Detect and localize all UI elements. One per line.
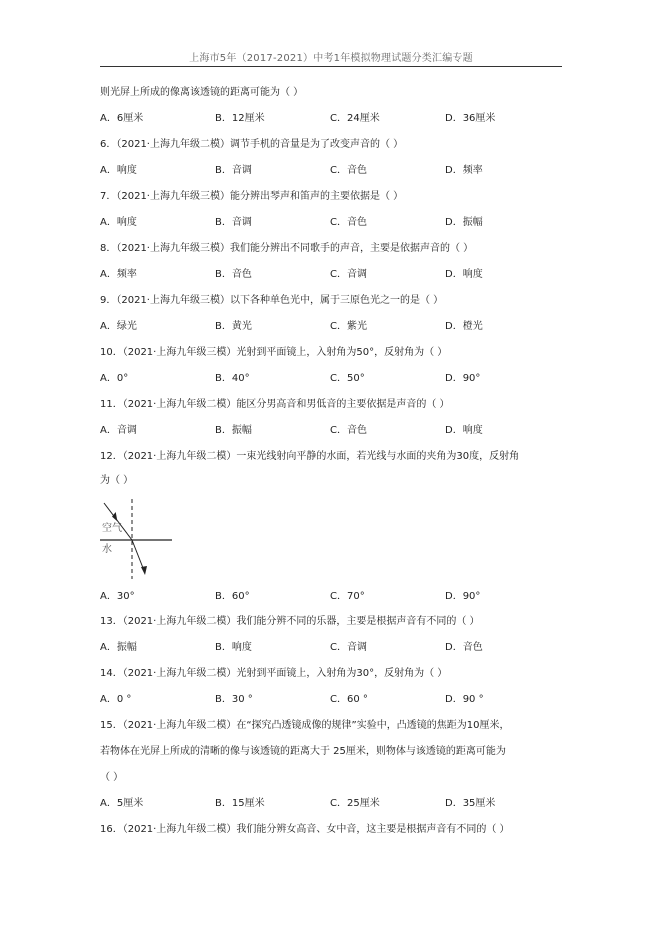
water-label: 水 <box>102 544 112 555</box>
option-a: A．6厘米 <box>100 113 144 124</box>
question-15-stem-cont: 若物体在光屏上所成的清晰的像与该透镜的距离大于 25厘米，则物体与该透镜的距离可能为 <box>100 746 506 757</box>
question-6-stem: 6．（2021·上海九年级二模）调节手机的音量是为了改变声音的（ ） <box>100 139 404 150</box>
question-10-stem: 10．（2021·上海九年级三模）光射到平面镜上，入射角为50°，反射角为（ ） <box>100 347 448 358</box>
option-b: B．12厘米 <box>215 113 265 124</box>
option-a: A．音调 <box>100 425 137 436</box>
question-9-options <box>100 320 570 334</box>
option-d: D．音色 <box>445 642 483 653</box>
option-b: B．30 ° <box>215 694 253 705</box>
option-a: A．频率 <box>100 269 137 280</box>
question-8-stem: 8．（2021·上海九年级三模）我们能分辨出不同歌手的声音，主要是依据声音的（ ） <box>100 243 474 254</box>
option-d: D．35厘米 <box>445 798 496 809</box>
question-7-stem: 7．（2021·上海九年级三模）能分辨出琴声和笛声的主要依据是（ ） <box>100 191 404 202</box>
question-11-stem: 11．（2021·上海九年级二模）能区分男高音和男低音的主要依据是声音的（ ） <box>100 399 450 410</box>
option-a: A．0° <box>100 373 129 384</box>
option-b: B．40° <box>215 373 250 384</box>
option-c: C．50° <box>330 373 365 384</box>
option-a: A．绿光 <box>100 321 137 332</box>
option-d: D．响度 <box>445 425 483 436</box>
option-d: D．90 ° <box>445 694 484 705</box>
header-rule <box>100 66 562 67</box>
option-d: D．响度 <box>445 269 483 280</box>
option-c: C．音色 <box>330 165 367 176</box>
option-a: A．振幅 <box>100 642 137 653</box>
option-a: A．30° <box>100 591 135 602</box>
option-b: B．黄光 <box>215 321 252 332</box>
option-b: B．15厘米 <box>215 798 265 809</box>
incident-ray-arrow <box>111 512 118 522</box>
question-6-options <box>100 164 570 178</box>
option-c: C．24厘米 <box>330 113 380 124</box>
question-12-stem-cont: 为（ ） <box>100 475 134 486</box>
question-16-stem: 16．（2021·上海九年级二模）我们能分辨女高音、女中音，这主要是根据声音有不同的（ ） <box>100 824 510 835</box>
option-c: C．音调 <box>330 269 367 280</box>
option-b: B．音调 <box>215 217 252 228</box>
option-b: B．60° <box>215 591 250 602</box>
option-d: D．振幅 <box>445 217 483 228</box>
option-b: B．音调 <box>215 165 252 176</box>
air-label: 空气 <box>102 523 122 534</box>
question-9-stem: 9．（2021·上海九年级三模）以下各种单色光中，属于三原色光之一的是（ ） <box>100 295 444 306</box>
option-d: D．90° <box>445 591 481 602</box>
option-b: B．音色 <box>215 269 252 280</box>
option-b: B．响度 <box>215 642 252 653</box>
intro-options <box>100 112 570 126</box>
option-a: A．5厘米 <box>100 798 144 809</box>
question-12-options <box>100 590 570 604</box>
option-c: C．音色 <box>330 217 367 228</box>
option-d: D．频率 <box>445 165 483 176</box>
header-title: 上海市5年（2017-2021）中考1年模拟物理试题分类汇编专题 <box>189 53 473 64</box>
option-d: D．90° <box>445 373 481 384</box>
intro-stem: 则光屏上所成的像离该透镜的距离可能为（ ） <box>100 87 304 98</box>
question-15-stem-blank: （ ） <box>100 772 124 783</box>
question-14-stem: 14．（2021·上海九年级二模）光射到平面镜上，入射角为30°，反射角为（ ） <box>100 668 448 679</box>
question-7-options <box>100 216 570 230</box>
option-a: A．响度 <box>100 217 137 228</box>
question-15-options <box>100 797 570 811</box>
option-c: C．70° <box>330 591 365 602</box>
option-c: C．音色 <box>330 425 367 436</box>
question-15-stem: 15．（2021·上海九年级二模）在“探究凸透镜成像的规律”实验中，凸透镜的焦距为10厘米， <box>100 720 510 731</box>
question-8-options <box>100 268 570 282</box>
option-a: A．响度 <box>100 165 137 176</box>
incident-ray <box>104 503 132 540</box>
option-c: C．60 ° <box>330 694 368 705</box>
refracted-ray-arrow <box>141 566 147 575</box>
question-11-options <box>100 424 570 438</box>
question-12-stem: 12．（2021·上海九年级二模）一束光线射向平静的水面，若光线与水面的夹角为30度，反射角 <box>100 451 520 462</box>
option-d: D．36厘米 <box>445 113 496 124</box>
question-10-options <box>100 372 570 386</box>
option-a: A．0 ° <box>100 694 132 705</box>
question-13-options <box>100 641 570 655</box>
question-13-stem: 13．（2021·上海九年级二模）我们能分辨不同的乐器，主要是根据声音有不同的（ ） <box>100 616 480 627</box>
option-d: D．橙光 <box>445 321 483 332</box>
option-b: B．振幅 <box>215 425 252 436</box>
question-14-options <box>100 693 570 707</box>
option-c: C．25厘米 <box>330 798 380 809</box>
option-c: C．音调 <box>330 642 367 653</box>
reflection-refraction-figure <box>98 497 178 581</box>
option-c: C．紫光 <box>330 321 367 332</box>
